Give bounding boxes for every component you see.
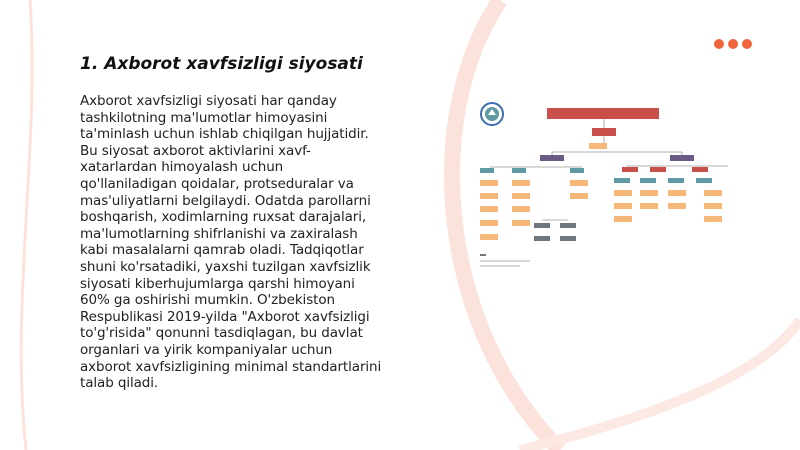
body-line: organlari va yirik kompaniyalar uchun	[80, 341, 333, 358]
emblem-icon	[481, 103, 503, 125]
body-line: axborot xavfsizligining minimal standartlarini	[80, 358, 382, 375]
menu-dots-icon[interactable]	[714, 39, 752, 49]
body-line: siyosati kiberhujumlarga qarshi himoyani	[80, 275, 355, 292]
body-line: talab qiladi.	[80, 375, 159, 392]
left-arc	[21, 0, 32, 450]
body-line: tashkilotning ma'lumotlar himoyasini	[80, 109, 328, 126]
body-line: mas'uliyatlarni belgilaydi. Odatda parollarni	[80, 192, 371, 209]
org-chart-image	[476, 100, 738, 272]
body-line: ta'minlash uchun ishlab chiqilgan hujjatidir.	[80, 126, 369, 143]
body-line: 60% ga oshirishi mumkin. O'zbekiston	[80, 292, 335, 309]
dot	[714, 39, 724, 49]
chart-box	[670, 155, 694, 161]
right-arc-lower	[520, 320, 800, 450]
chart-header-box	[547, 108, 659, 119]
body-line: shuni ko'rsatadiki, yaxshi tuzilgan xavfsizlik	[80, 258, 371, 275]
slide-title: 1. Axborot xavfsizligi siyosati	[80, 54, 363, 74]
body-line: to'g'risida" qonunni tasdiqlagan, bu davlat	[80, 325, 363, 342]
body-line: Bu siyosat axborot aktivlarini xavf-	[80, 142, 311, 159]
slide-body	[80, 93, 425, 392]
body-line: qo'llaniladigan qoidalar, protseduralar va	[80, 175, 354, 192]
dot	[728, 39, 738, 49]
dot	[742, 39, 752, 49]
body-line: ma'lumotlarning shifrlanishi va zaxiralash	[80, 225, 358, 242]
body-line: Axborot xavfsizligi siyosati har qanday	[80, 93, 337, 109]
chart-box	[540, 155, 564, 161]
body-line: boshqarish, xodimlarning ruxsat darajalari,	[80, 209, 367, 226]
body-line: kabi masalalarni qamrab oladi. Tadqiqotlar	[80, 242, 364, 259]
chart-box	[589, 143, 607, 149]
body-line: Respublikasi 2019-yilda "Axborot xavfsizligi	[80, 308, 370, 325]
body-line: xatarlardan himoyalash uchun	[80, 159, 284, 176]
chart-box	[592, 128, 616, 136]
